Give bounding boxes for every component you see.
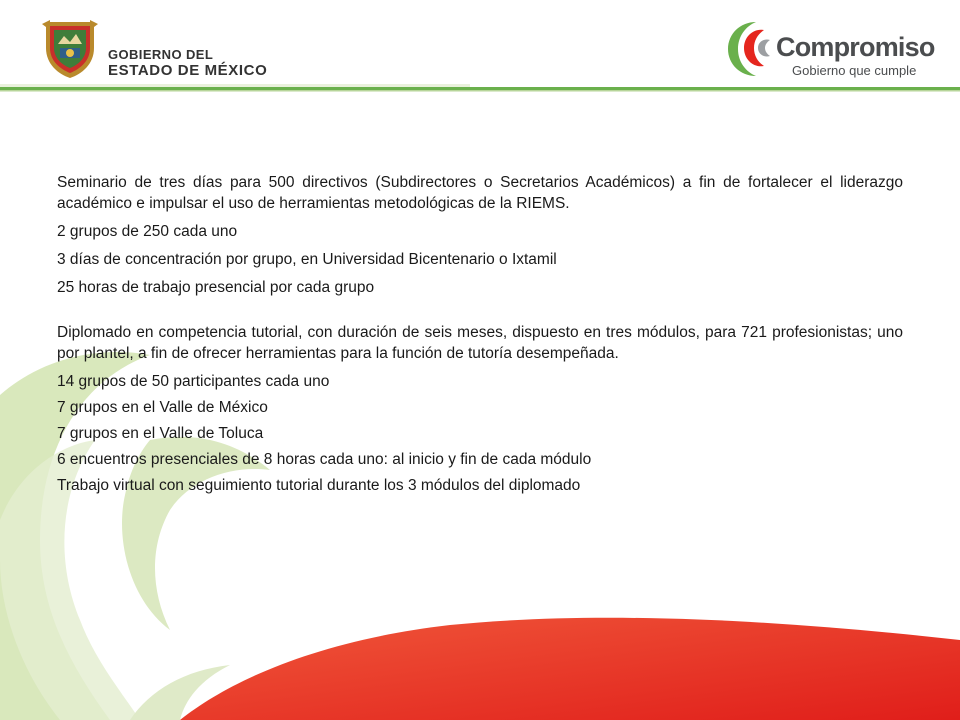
compromiso-title: Compromiso (776, 32, 935, 62)
diploma-item-valle-mexico: 7 grupos en el Valle de México (57, 399, 268, 416)
diploma-item-groups: 14 grupos de 50 participantes cada uno (57, 373, 330, 390)
state-government-line2: ESTADO DE MÉXICO (108, 62, 268, 79)
header-divider-line (0, 84, 960, 92)
state-coat-of-arms-icon (40, 18, 100, 80)
diploma-description: Diplomado en competencia tutorial, con duración de seis meses, dispuesto en tres módulos, para 721 profesionistas; uno por plantel, a fin de ofrecer herramientas para la función de tutoría desempeñada. (57, 324, 903, 362)
state-government-name (108, 47, 267, 79)
seminar-item-groups: 2 grupos de 250 cada uno (57, 223, 238, 240)
seminar-item-hours: 25 horas de trabajo presencial por cada grupo (57, 279, 375, 296)
diploma-item-virtual-work: Trabajo virtual con seguimiento tutorial durante los 3 módulos del diplomado (57, 477, 581, 494)
seminar-item-days: 3 días de concentración por grupo, en Universidad Bicentenario o Ixtamil (57, 251, 557, 268)
slide-content (57, 172, 903, 496)
diploma-item-valle-toluca: 7 grupos en el Valle de Toluca (57, 425, 264, 442)
state-government-line1: GOBIERNO DEL (108, 47, 214, 62)
diploma-item-encounters: 6 encuentros presenciales de 8 horas cada uno: al inicio y fin de cada módulo (57, 451, 592, 468)
header (0, 0, 960, 96)
seminar-description: Seminario de tres días para 500 directivos (Subdirectores o Secretarios Académicos) a fin de fortalecer el liderazgo académico e impulsar el uso de herramientas metodológicas de la RIEMS. (57, 174, 903, 212)
compromiso-subtitle: Gobierno que cumple (792, 63, 917, 78)
compromiso-swirl-icon (724, 18, 780, 80)
